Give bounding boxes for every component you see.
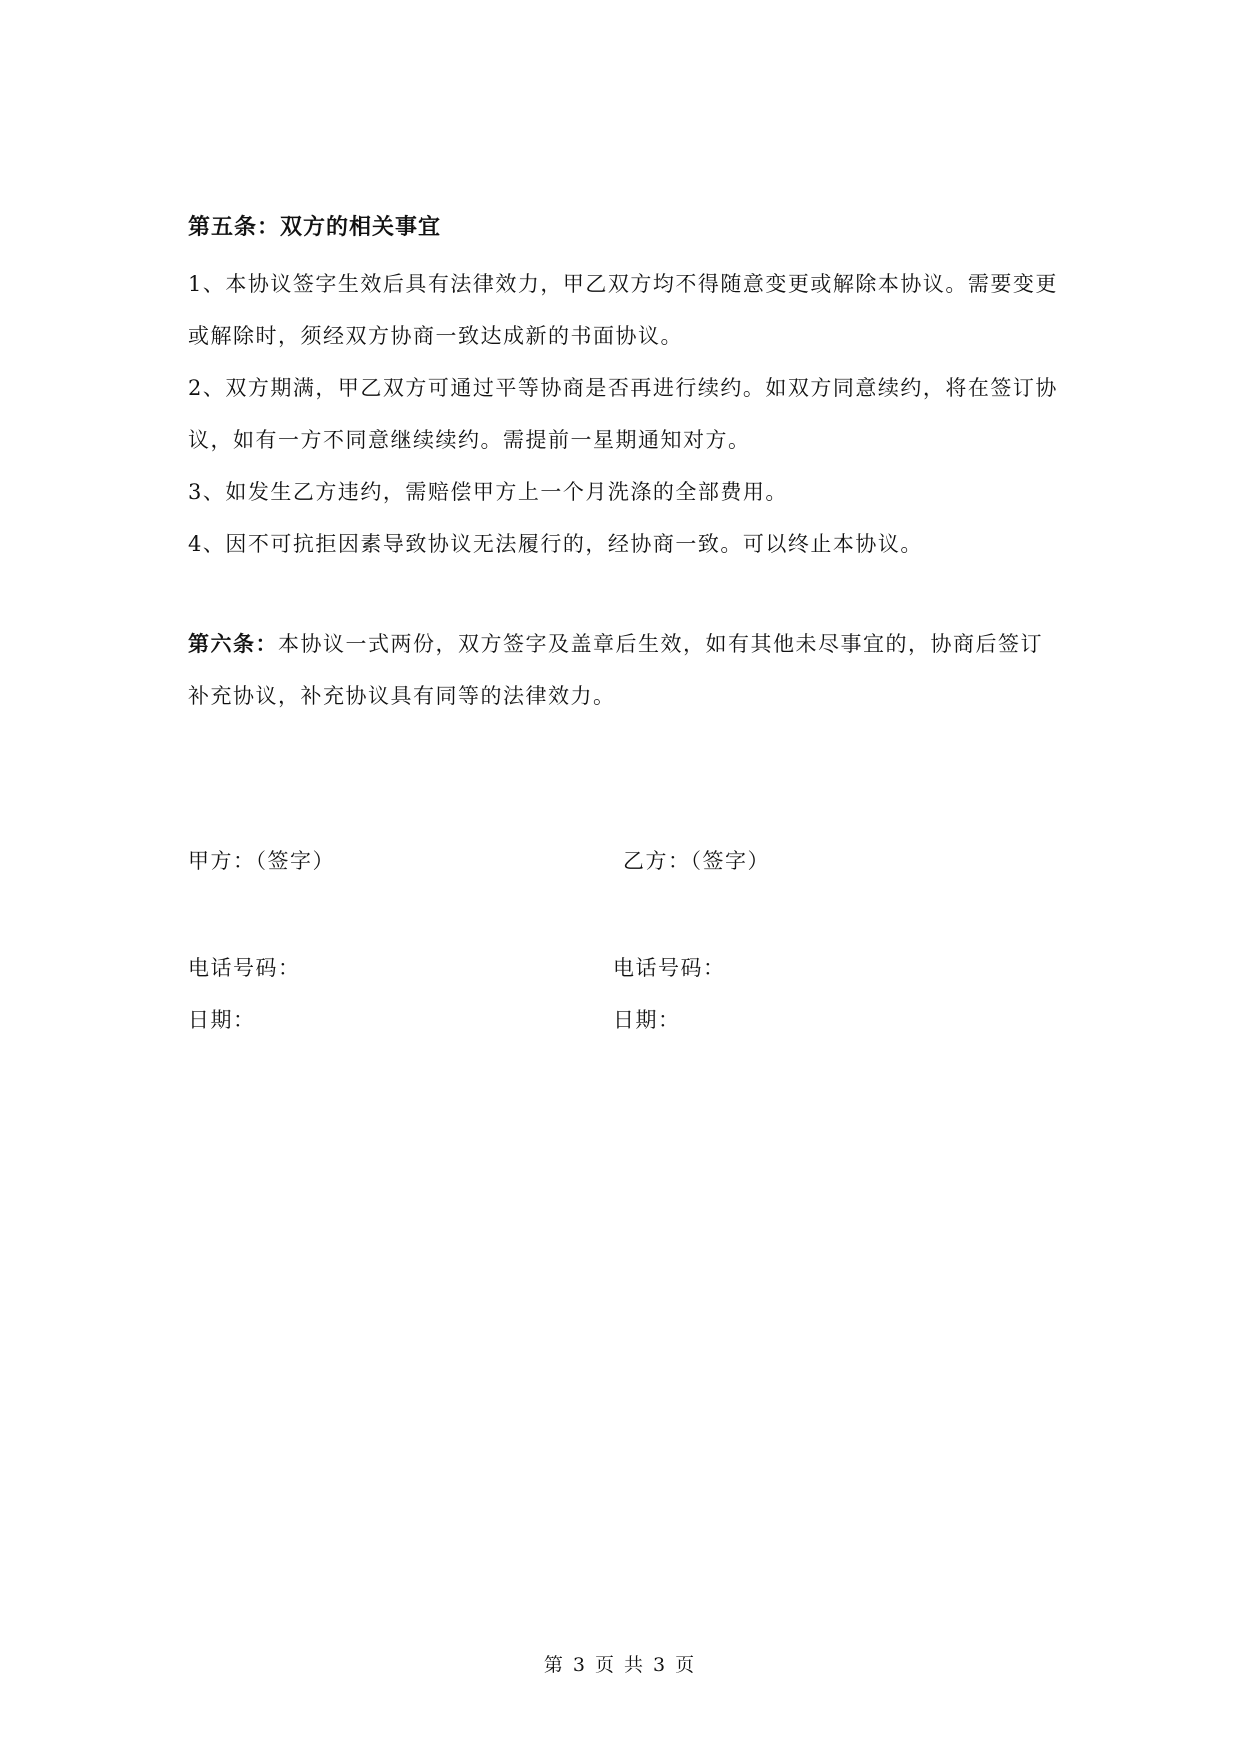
article5-item-4: 4、因不可抗拒因素导致协议无法履行的，经协商一致。可以终止本协议。 — [188, 532, 923, 556]
page-number: 第 3 页 共 3 页 — [543, 1654, 697, 1676]
document-body — [188, 212, 1058, 722]
party-a-signature-label: 甲方：（签字） — [188, 849, 335, 873]
article5-title: 第五条：双方的相关事宜 — [188, 215, 442, 240]
party-b-signature-label: 乙方：（签字） — [623, 849, 770, 873]
party-a-phone-label: 电话号码： — [188, 956, 301, 980]
article6-text: 本协议一式两份，双方签字及盖章后生效，如有其他未尽事宜的，协商后签订补充协议，补充协议具有同等的法律效力。 — [188, 632, 1043, 708]
article5-item-2: 2、双方期满，甲乙双方可通过平等协商是否再进行续约。如双方同意续约，将在签订协议，如有一方不同意继续续约。需提前一星期通知对方。 — [188, 376, 1058, 452]
article6-label: 第六条： — [188, 632, 278, 656]
party-b-phone-label: 电话号码： — [613, 956, 726, 980]
article6-paragraph — [188, 618, 1058, 722]
party-a-date-label: 日期： — [188, 1008, 256, 1032]
article5-item-1: 1、本协议签字生效后具有法律效力，甲乙双方均不得随意变更或解除本协议。需要变更或解除时，须经双方协商一致达成新的书面协议。 — [188, 272, 1058, 348]
party-b-date-label: 日期： — [613, 1008, 681, 1032]
article5-item-3: 3、如发生乙方违约，需赔偿甲方上一个月洗涤的全部费用。 — [188, 480, 788, 504]
